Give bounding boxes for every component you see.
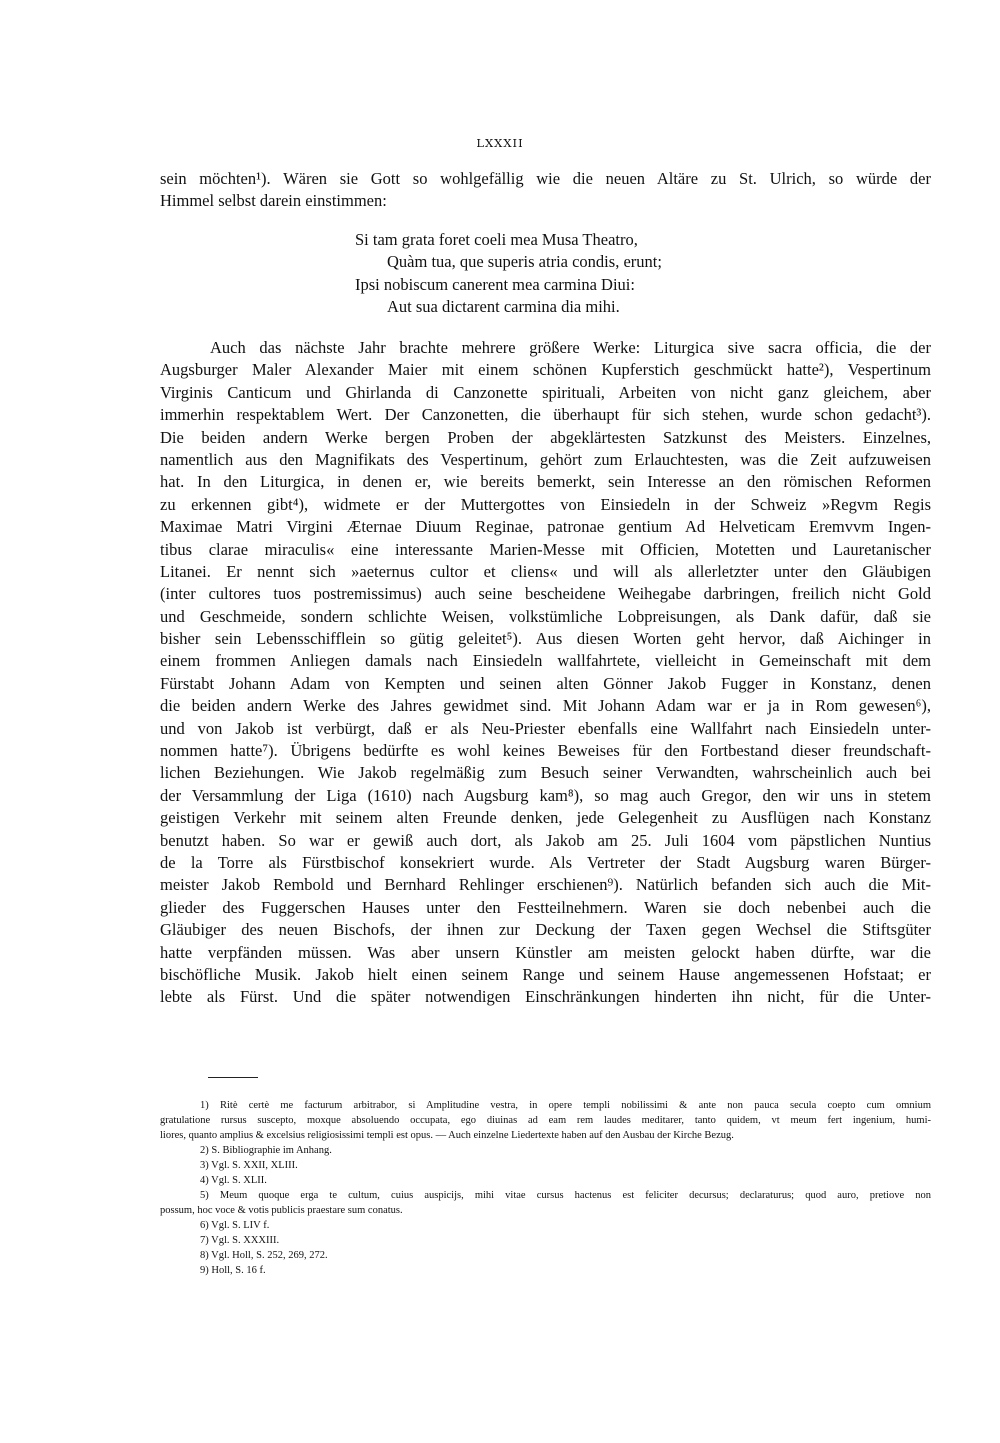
text-line: Himmel selbst darein einstimmen: <box>160 191 387 211</box>
text-line: hatte verpfänden müssen. Was aber unsern Künstler am meisten gelockt haben dürfte, war die <box>160 942 931 962</box>
text-line: Maximae Matri Virgini Æternae Diuum Reginae, patronae gentium Ad Helveticam Eremvvm Ingen- <box>160 517 931 537</box>
footnote-line: 8) Vgl. Holl, S. 252, 269, 272. <box>200 1250 328 1261</box>
poem-line: Aut sua dictarent carmina dia mihi. <box>387 297 620 317</box>
text-line: Gläubiger des neuen Bischofs, der ihnen zur Deckung der Taxen gegen Wechsel die Stiftsgüter <box>160 920 931 940</box>
footnote-line: gratulatione rursus suscepto, moxque absoluendo occupata, ego diuinas ad eam rem laudes meditarer, tanto quidem, vt meum fert ingenium, humi- <box>160 1115 931 1126</box>
text-line: nommen hatte⁷). Übrigens bedürfte es wohl keines Beweises für den Fortbestand dieser freundschaft- <box>160 741 931 761</box>
text-line: lebte als Fürst. Und die später notwendigen Einschränkungen hinderten ihn nicht, für die Unter- <box>160 987 931 1007</box>
text-line: (inter cultores tuos postremissimus) auch seine bescheidene Weihegabe darbringen, freilich nicht Gold <box>160 584 931 604</box>
footnote-line: 4) Vgl. S. XLII. <box>200 1175 267 1186</box>
footnote-separator <box>208 1077 258 1078</box>
text-line: zu erkennen gibt⁴), widmete er der Muttergottes von Einsiedeln in der Schweiz »Regvm Regis <box>160 494 931 514</box>
text-line: glieder des Fuggerschen Hauses unter den Festteilnehmern. Waren sie doch nebenbei auch die <box>160 897 931 917</box>
footnote-line: 5) Meum quoque erga te cultum, cuius auspicijs, mihi vitae cursus hactenus est feliciter decursus; declaraturus; quod auro, pretiove non <box>200 1190 931 1201</box>
footnote-line: 3) Vgl. S. XXII, XLIII. <box>200 1160 298 1171</box>
poem-line: Quàm tua, que superis atria condis, erunt; <box>387 252 662 272</box>
poem-line: Si tam grata foret coeli mea Musa Theatro, <box>355 230 638 249</box>
text-line: meister Jakob Rembold und Bernhard Rehlinger erschienen⁹). Natürlich befanden sich auch die Mit- <box>160 875 931 895</box>
footnote-line: 1) Ritè certè me facturum arbitrabor, si Amplitudine vestra, in opere templi nobilissimi & ante non pauca secula coepto cum omnium <box>200 1100 931 1111</box>
text-line: und Geschmeide, sondern schlichte Weisen, volkstümliche Lobpreisungen, als Dank dafür, daß sie <box>160 606 931 626</box>
text-line: der Versammlung der Liga (1610) nach Augsburg kam⁸), so mag auch Gregor, den wir uns in stetem <box>160 785 931 805</box>
footnote-line: 9) Holl, S. 16 f. <box>200 1265 266 1276</box>
text-line: die beiden andern Werke des Jahres gewidmet sind. Mit Johann Adam war er ja in Rom gewesen⁶), <box>160 696 931 716</box>
text-line: und von Jakob ist verbürgt, daß er als Neu-Priester ebenfalls eine Wallfahrt nach Einsiedeln unter- <box>160 718 931 738</box>
text-line: bischöfliche Musik. Jakob hielt einen seinem Range und seinem Hause angemessenen Hofstaat; er <box>160 964 931 984</box>
text-line: Virginis Canticum und Ghirlanda di Canzonette spirituali, Arbeiten von nicht ganz gleichem, aber <box>160 382 931 402</box>
text-line: tibus clarae miraculis« eine interessante Marien-Messe mit Officien, Motetten und Lauretanischer <box>160 539 931 559</box>
text-line: bisher sein Lebensschifflein so gütig geleitet⁵). Aus diesen Worten geht hervor, daß Aichinger in <box>160 629 931 649</box>
footnote-line: 7) Vgl. S. XXXIII. <box>200 1235 280 1246</box>
text-line: Augsburger Maler Alexander Maier mit einem schönen Kupferstich geschmückt hatte²), Vespertinum <box>160 360 931 380</box>
page-number: LXXXII <box>476 136 524 150</box>
footnote-line: 2) S. Bibliographie im Anhang. <box>200 1145 332 1156</box>
footnote-line: liores, quanto amplius & excelsius religiosissimi templi est opus. — Auch einzelne Liedertexte haben auf den Ausbau der Kirche Bezug. <box>160 1130 734 1141</box>
text-line: Die beiden andern Werke bergen Proben der abgeklärtesten Satzkunst des Meisters. Einzelnes, <box>160 427 931 447</box>
text-line: de la Torre als Fürstbischof konsekriert wurde. Als Vertreter der Stadt Augsburg waren Bürger- <box>160 852 931 872</box>
paragraph-main <box>160 337 931 1009</box>
paragraph-intro <box>160 168 931 213</box>
poem-line: Ipsi nobiscum canerent mea carmina Diui: <box>355 274 635 294</box>
text-line: geistigen Verkehr mit seinem alten Freunde denken, jede Gelegenheit zu Ausflügen nach Konstanz <box>160 808 931 828</box>
text-line: Fürstabt Johann Adam von Kempten und seinen alten Gönner Jakob Fugger in Konstanz, denen <box>160 673 931 693</box>
text-line: lichen Beziehungen. Wie Jakob regelmäßig zum Besuch seiner Verwandten, wahrscheinlich auch bei <box>160 763 931 783</box>
text-line: einem frommen Anliegen damals nach Einsiedeln wallfahrtete, vielleicht in Gemeinschaft mit dem <box>160 651 931 671</box>
text-line: hat. In den Liturgica, in denen er, wie bereits bemerkt, sein Interesse an den römischen Reformen <box>160 472 931 492</box>
text-line: benutzt haben. So war er gewiß auch dort, als Jakob am 25. Juli 1604 vom päpstlichen Nuntius <box>160 830 931 850</box>
text-line: namentlich aus den Magnifikats des Vespertinum, gehört zum Erlauchtesten, was die Zeit aufzuweisen <box>160 449 931 469</box>
text-line: Auch das nächste Jahr brachte mehrere größere Werke: Liturgica sive sacra officia, die der <box>210 338 931 357</box>
text-line: sein möchten¹). Wären sie Gott so wohlgefällig wie die neuen Altäre zu St. Ulrich, so würde der <box>160 169 931 188</box>
footnotes <box>160 1098 931 1278</box>
footnote-line: 6) Vgl. S. LIV f. <box>200 1220 270 1231</box>
text-line: immerhin respektablem Wert. Der Canzonetten, die überhaupt für sich stehen, wurde schon gedacht³). <box>160 405 931 425</box>
footnote-line: possum, hoc voce & votis publicis praestare sum conatus. <box>160 1205 403 1216</box>
text-line: Litanei. Er nennt sich »aeternus cultor et cliens« und will als allerletzter unter den Gläubigen <box>160 561 931 581</box>
latin-poem <box>355 228 662 318</box>
